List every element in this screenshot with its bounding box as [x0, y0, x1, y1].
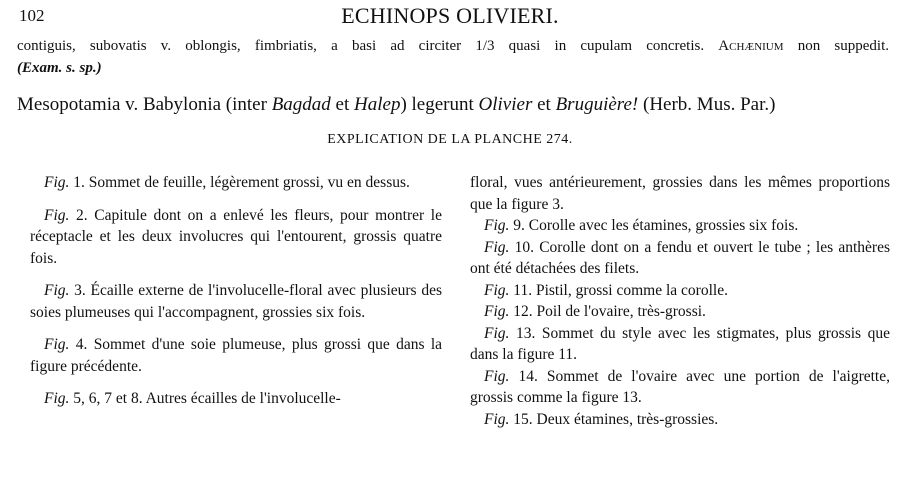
herbarium-ref: (Herb. Mus. Par.) [638, 94, 776, 115]
figure-caption: Fig. 5, 6, 7 et 8. Autres écailles de l'involucelle- [44, 390, 341, 407]
figure-caption: Fig. 3. Écaille externe de l'involucelle-floral avec plusieurs des soies plumeuses qui l'accompagnent, grossies six fois. [30, 282, 442, 321]
figure-caption: Fig. 13. Sommet du style avec les stigmates, plus grossis que dans la figure 11. [470, 324, 890, 363]
figure-caption: Fig. 10. Corolle dont on a fendu et ouvert le tube ; les anthères ont été détachées des filets. [470, 238, 890, 277]
achaenium-label: Achænium [718, 38, 784, 54]
figure-caption: Fig. 12. Poil de l'ovaire, très-grossi. [484, 303, 706, 320]
figure-caption: Fig. 2. Capitule dont on a enlevé les fleurs, pour montrer le réceptacle et les deux involucres qui l'entourent, grossis quatre fois. [30, 206, 442, 267]
intro-text: contiguis, subovatis v. oblongis, fimbriatis, a basi ad circiter 1/3 quasi in cupulam concretis. [17, 38, 705, 54]
figure-caption: Fig. 15. Deux étamines, très-grossies. [484, 410, 719, 428]
exam-note: (Exam. s. sp.) [17, 60, 102, 76]
right-column [470, 172, 890, 430]
collector-olivier: Olivier [478, 94, 533, 115]
place-halep: Halep [354, 94, 401, 115]
locality-text: et [330, 94, 355, 115]
place-bagdad: Bagdad [271, 94, 331, 115]
figure-caption: Fig. 4. Sommet d'une soie plumeuse, plus grossi que dans la figure précédente. [30, 336, 442, 375]
figure-caption: Fig. 9. Corolle avec les étamines, grossies six fois. [484, 217, 799, 234]
collector-bruguiere: Bruguière! [555, 94, 639, 115]
locality-text: et [532, 94, 556, 115]
figure-caption: Fig. 14. Sommet de l'ovaire avec une portion de l'aigrette, grossis comme la figure 13. [470, 367, 890, 406]
figure-caption-continued: floral, vues antérieurement, grossies dans les mêmes proportions que la figure 3. [470, 174, 890, 213]
page-number: 102 [19, 6, 45, 25]
page-title: ECHINOPS OLIVIERI. [341, 3, 559, 28]
left-column [30, 172, 442, 421]
figure-caption: Fig. 1. Sommet de feuille, légèrement grossi, vu en dessus. [44, 174, 410, 191]
locality-line [17, 94, 775, 116]
locality-text: ) legerunt [400, 94, 479, 115]
intro-line-1 [17, 38, 889, 55]
intro-text-end: non suppedit. [797, 38, 889, 54]
figure-caption: Fig. 11. Pistil, grossi comme la corolle. [484, 281, 728, 299]
section-heading: EXPLICATION DE LA PLANCHE 274. [327, 132, 573, 147]
locality-text: Mesopotamia v. Babylonia (inter [17, 94, 272, 115]
